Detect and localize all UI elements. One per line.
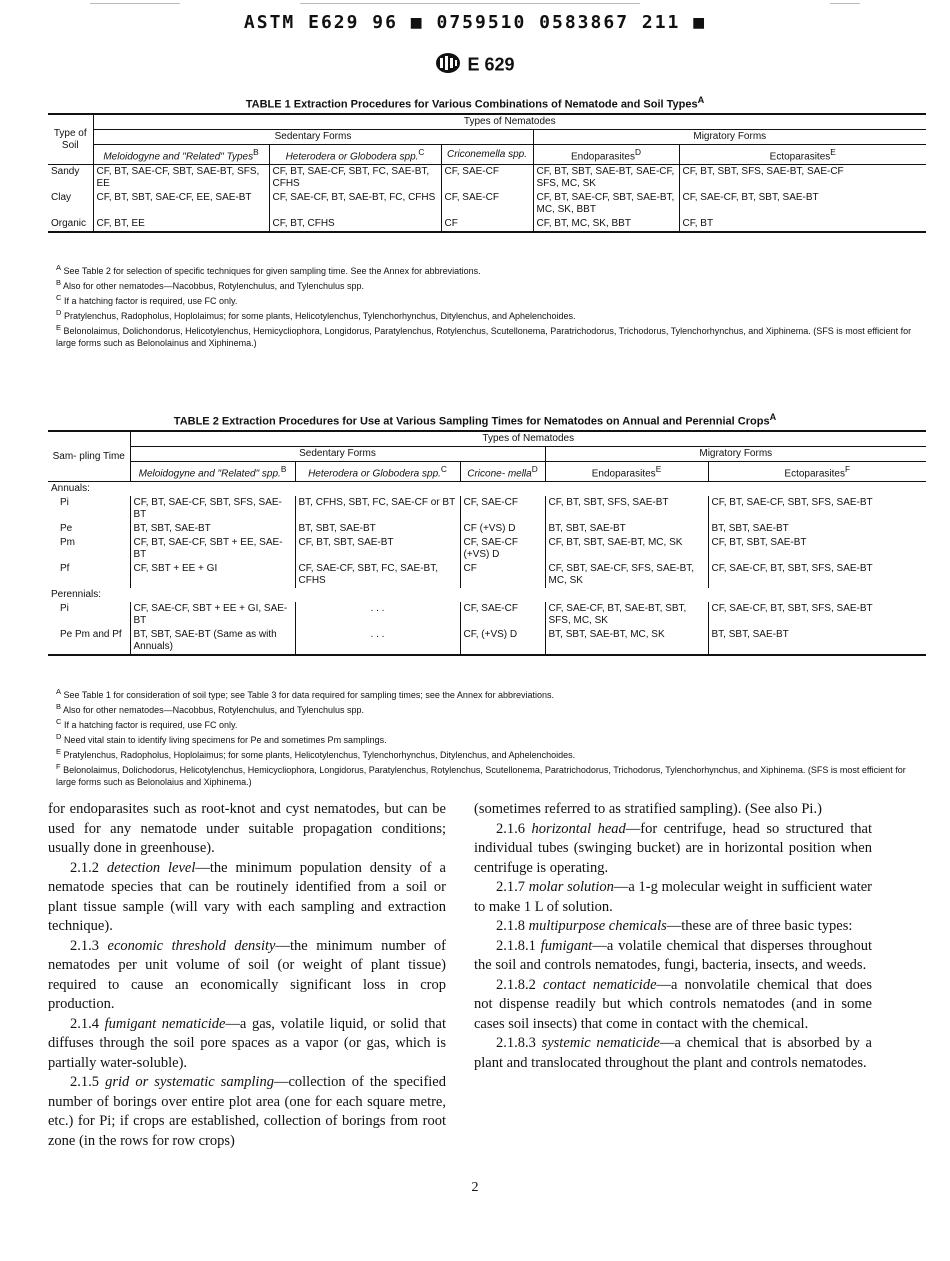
cell: CF, SAE-CF, SBT + EE + GI, SAE-BT (130, 602, 295, 628)
paragraph (48, 800, 446, 859)
para-text: —a chemical that is absorbed by a plant and translocated throughout the plant and controls nematodes. (474, 1035, 872, 1071)
table2-col-ecto (708, 462, 926, 482)
cell: CF, SAE-CF (460, 496, 545, 522)
para-num: 2.1.8 (496, 918, 525, 934)
para-term: multipurpose chemicals (528, 918, 667, 934)
cell: Pf (60, 563, 70, 575)
cell: CF, SBT, SAE-CF, SFS, SAE-BT, MC, SK (545, 562, 708, 588)
footnote (48, 277, 926, 292)
annuals-label: Annuals: (51, 483, 90, 495)
table2-sedentary: Sedentary Forms (130, 447, 545, 462)
table2-types-label: Types of Nematodes (130, 431, 926, 447)
cell: CF, BT, SBT, SAE-BT, SAE-CF, SFS, MC, SK (533, 165, 679, 192)
fn-mark: C (56, 717, 62, 726)
para-term: horizontal head (531, 820, 626, 837)
footnote (48, 322, 926, 349)
cell: Sandy (51, 166, 80, 178)
footnote-text: Pratylenchus, Radopholus, Hoplolaimus; for some plants, Helicotylenchus, Tylenchorhynchus, Ditylenchus, and Aphelenchoides. (63, 311, 576, 321)
cell: BT, SBT, SAE-BT (295, 522, 460, 536)
table1-col-crico (441, 145, 533, 165)
footnote-text: Pratylenchus, Radopholus, Hoplolaimus; for some plants, Helicotylenchus, Tylenchorhynchus, Ditylenchus, and Aphelenchoides. (63, 750, 576, 760)
footnote (48, 307, 926, 322)
footnote-text: If a hatching factor is required, use FC only. (63, 720, 238, 730)
table1-caption-sup: A (697, 95, 705, 105)
table1-col-melo-text: Meloidogyne and "Related" Types (103, 151, 254, 163)
cell: CF, SAE-CF, BT, SBT, SFS, SAE-BT (708, 562, 926, 588)
footnote (48, 716, 926, 731)
cell: Pe Pm and Pf (60, 629, 122, 641)
cell: CF, SAE-CF (441, 165, 533, 192)
cell: CF, SAE-CF, BT, SAE-BT, FC, CFHS (269, 191, 441, 217)
cell: CF, BT, MC, SK, BBT (533, 217, 679, 232)
cell: CF, BT, EE (93, 217, 269, 232)
para-text: —a gas, volatile liquid, or solid that diffuses through the soil pore spaces as a vapor (or gas, which is partially water-soluble). (48, 1015, 447, 1071)
table2-col-endo-text: Endoparasites (591, 468, 656, 480)
page-number: 2 (471, 1180, 479, 1195)
cell: CF, BT, SAE-CF, SBT + EE, SAE-BT (130, 536, 295, 562)
para-text: (sometimes referred to as stratified sampling). (See also Pi.) (474, 801, 822, 817)
para-text: —a 1-g molecular weight in sufficient water to make 1 L of solution. (474, 879, 873, 915)
para-num: 2.1.2 (70, 859, 99, 876)
cell: Pi (60, 603, 69, 615)
table2-caption-text: TABLE 2 Extraction Procedures for Use at Various Sampling Times for Nematodes on Annual and Perennial Crops (173, 415, 770, 428)
table1-sedentary: Sedentary Forms (93, 130, 533, 145)
body-left-column (48, 800, 446, 1151)
paragraph (474, 820, 872, 879)
table1-caption-text: TABLE 1 Extraction Procedures for Various Combinations of Nematode and Soil Types (245, 98, 698, 111)
cell: CF, SAE-CF, BT, SAE-BT, SBT, SFS, MC, SK (545, 602, 708, 628)
paragraph (48, 1015, 446, 1074)
table2-col-crico-text: Cricone- mella (467, 468, 532, 480)
table-row (48, 602, 926, 628)
cell: CF, SAE-CF (460, 602, 545, 628)
footnote-text: Need vital stain to identify living specimens for Pe and sometimes Pm samplings. (63, 735, 387, 745)
fn-mark: A (56, 687, 62, 696)
table-row (48, 562, 926, 588)
cell: CF, SAE-CF, SBT, FC, SAE-BT, CFHS (295, 562, 460, 588)
cell: . . . (295, 628, 460, 655)
cell: BT, SBT, SAE-BT (708, 522, 926, 536)
table1-col-ecto-text: Ectoparasites (769, 151, 831, 163)
table2 (48, 430, 926, 656)
para-term: systemic nematicide (541, 1035, 660, 1051)
table1-footnotes (48, 262, 926, 349)
cell: CF, SAE-CF (441, 191, 533, 217)
cell: CF, SBT + EE + GI (130, 562, 295, 588)
para-text: —the minimum population density of a nematode species that can be routinely identified from a soil or plant tissue sample (will vary with each sampling and extraction technique). (48, 859, 446, 934)
cell: BT, CFHS, SBT, FC, SAE-CF or BT (295, 496, 460, 522)
table-row (48, 496, 926, 522)
fn-mark: A (56, 263, 62, 272)
fn-mark: E (56, 747, 62, 756)
top-rule (300, 3, 640, 4)
cell: CF (460, 562, 545, 588)
table-row (48, 522, 926, 536)
designation (0, 52, 950, 79)
table2-migratory: Migratory Forms (545, 447, 926, 462)
para-text: —a volatile chemical that disperses throughout the soil and controls nematodes, fungi, bacteria, insects, and weeds. (474, 937, 873, 973)
cell: BT, SBT, SAE-BT (708, 628, 926, 655)
para-num: 2.1.5 (70, 1074, 99, 1090)
table-row (48, 165, 926, 192)
footnote-text: Also for other nematodes—Nacobbus, Rotylenchulus, and Tylenchulus spp. (63, 705, 365, 715)
table1 (48, 113, 926, 233)
para-num: 2.1.4 (70, 1015, 99, 1032)
cell: CF, BT, SAE-CF, SBT, FC, SAE-BT, CFHS (269, 165, 441, 192)
table1-migratory: Migratory Forms (533, 130, 926, 145)
cell: Pe (60, 523, 73, 535)
cell: CF, BT, SBT, SAE-CF, EE, SAE-BT (93, 191, 269, 217)
para-text: —for centrifuge, head so structured that individual tubes (swinging bucket) are in horizontal position when centrifuge is operating. (474, 820, 872, 876)
body-right-column (474, 800, 872, 1073)
paragraph (474, 1034, 872, 1073)
footnote (48, 686, 926, 701)
paragraph (474, 976, 872, 1035)
cell: CF, SAE-CF (+VS) D (460, 536, 545, 562)
footnote (48, 731, 926, 746)
footnote-text: Also for other nematodes—Nacobbus, Rotylenchulus, and Tylenchulus spp. (63, 281, 365, 291)
paragraph (474, 800, 872, 820)
cell: BT, SBT, SAE-BT (Same as with Annuals) (130, 628, 295, 655)
fn-mark: E (56, 323, 62, 332)
footnote-text: Belonolaimus, Dolichondorus, Helicotylenchus, Hemicycliophora, Longidorus, Paratylenchus, Rotylenchus, Scutellonema, Paratrichodorus, Trichodorus, Tylenchorhynchus, and Xiphinema. (SFS is most efficient for large forms such as Belonolainus and Xiphinema.) (56, 326, 912, 348)
fn-mark: B (56, 702, 62, 711)
fn-mark: F (845, 464, 851, 474)
cell: CF, SAE-CF, BT, SBT, SFS, SAE-BT (708, 602, 926, 628)
footnote (48, 292, 926, 307)
cell: CF, BT, SBT, SAE-BT, MC, SK (545, 536, 708, 562)
table-row (48, 536, 926, 562)
table1-col-ecto (679, 145, 926, 165)
fn-mark: C (418, 147, 425, 157)
fn-mark: D (56, 308, 62, 317)
cell: CF, BT, SAE-CF, SBT, SAE-BT, SFS, EE (93, 165, 269, 192)
table1-col-endo (533, 145, 679, 165)
footnote-text: See Table 2 for selection of specific techniques for given sampling time. See the Annex for abbreviations. (63, 266, 481, 276)
paragraph (474, 878, 872, 917)
para-term: grid or systematic sampling (105, 1074, 274, 1090)
table-row (48, 191, 926, 217)
cell: CF, BT (679, 217, 926, 232)
cell: . . . (295, 602, 460, 628)
fn-mark: D (56, 732, 62, 741)
table-row (48, 628, 926, 655)
table-row (48, 217, 926, 232)
top-rule (830, 3, 860, 4)
table2-caption (0, 412, 950, 428)
paragraph (48, 1073, 446, 1151)
cell: CF, (+VS) D (460, 628, 545, 655)
para-num: 2.1.3 (70, 937, 99, 954)
cell: BT, SBT, SAE-BT (130, 522, 295, 536)
footnote (48, 746, 926, 761)
table2-caption-sup: A (769, 412, 777, 422)
fn-mark: B (280, 464, 287, 474)
paragraph (474, 917, 872, 937)
table1-type-soil: Type of Soil (48, 114, 93, 165)
para-term: economic threshold density (107, 937, 276, 954)
table2-col-melo (130, 462, 295, 482)
footnote-text: If a hatching factor is required, use FC only. (63, 296, 238, 306)
cell: CF, BT, SBT, SFS, SAE-BT, SAE-CF (679, 165, 926, 192)
para-text: —these are of three basic types: (666, 918, 853, 934)
para-term: fumigant nematicide (104, 1015, 226, 1032)
group-row (48, 482, 926, 497)
cell: CF, BT, SAE-CF, SBT, SFS, SAE-BT (708, 496, 926, 522)
designation-text: E 629 (467, 54, 515, 75)
cell: CF, BT, SAE-CF, SBT, SAE-BT, MC, SK, BBT (533, 191, 679, 217)
para-term: detection level (106, 859, 196, 876)
perennials-label: Perennials: (51, 589, 102, 601)
fn-mark: C (440, 464, 447, 474)
para-text: —collection of the specified number of borings over entire plot area (one for each square metre, etc.) for Pi; if crops are established, collection of borings from root zone (in the rows for row crops) (48, 1074, 446, 1149)
cell: Pi (60, 497, 69, 509)
paragraph (48, 937, 446, 1015)
cell: CF (+VS) D (460, 522, 545, 536)
table1-col-hetero-text: Heterodera or Globodera spp. (285, 151, 419, 163)
table2-footnotes (48, 686, 926, 788)
group-row (48, 588, 926, 602)
fn-mark: F (56, 762, 61, 771)
fn-mark: D (531, 464, 538, 474)
fn-mark: B (56, 278, 62, 287)
table2-col-ecto-text: Ectoparasites (784, 468, 845, 480)
table1-types-label: Types of Nematodes (93, 114, 926, 130)
fn-mark: B (253, 147, 259, 157)
para-text: for endoparasites such as root-knot and cyst nematodes, but can be used for any nematode under suitable propagation conditions; usually done in greenhouse). (48, 801, 446, 856)
para-num: 2.1.8.2 (496, 976, 536, 993)
table2-sampling: Sam- pling Time (48, 431, 130, 482)
cell: CF, BT, CFHS (269, 217, 441, 232)
table2-col-crico (460, 462, 545, 482)
fn-mark: E (830, 147, 836, 157)
paragraph (48, 859, 446, 937)
cell: CF, BT, SBT, SFS, SAE-BT (545, 496, 708, 522)
table1-col-crico-text: Criconemella spp. (446, 148, 528, 160)
cell: CF, SAE-CF, BT, SBT, SAE-BT (679, 191, 926, 217)
para-text: —a nonvolatile chemical that does not dispense readily but which controls nematodes (and in some cases soil insects) that come in contact with the chemical. (474, 976, 873, 1032)
cell: CF, BT, SAE-CF, SBT, SFS, SAE-BT (130, 496, 295, 522)
para-num: 2.1.8.1 (496, 937, 536, 954)
table2-col-hetero-text: Heterodera or Globodera spp. (308, 468, 441, 480)
footnote (48, 262, 926, 277)
cell: CF (441, 217, 533, 232)
table2-col-endo (545, 462, 708, 482)
cell: Organic (51, 218, 87, 230)
table1-col-melo (93, 145, 269, 165)
table1-caption (0, 95, 950, 111)
paragraph (474, 937, 872, 976)
cell: Clay (51, 192, 72, 204)
table2-col-hetero (295, 462, 460, 482)
footnote (48, 761, 926, 788)
para-num: 2.1.6 (496, 820, 525, 837)
table1-col-endo-text: Endoparasites (571, 151, 635, 163)
table2-col-melo-text: Meloidogyne and "Related" spp. (138, 468, 281, 480)
astm-logo-icon (435, 52, 461, 79)
para-term: molar solution (528, 879, 614, 895)
para-term: contact nematicide (543, 976, 657, 993)
footnote (48, 701, 926, 716)
fn-mark: E (655, 464, 662, 474)
scan-header: ASTM E629 96 ■ 0759510 0583867 211 ■ (243, 12, 707, 33)
cell: BT, SBT, SAE-BT, MC, SK (545, 628, 708, 655)
footnote-text: See Table 1 for consideration of soil type; see Table 3 for data required for sampling times; see the Annex for abbreviations. (63, 690, 554, 700)
para-text: —the minimum number of nematodes per unit volume of soil (or weight of plant tissue) required to cause an economically significant loss in crop production. (48, 937, 447, 1012)
top-rule (90, 3, 180, 4)
cell: CF, BT, SBT, SAE-BT (295, 536, 460, 562)
para-term: fumigant (540, 937, 593, 954)
footnote-text: Belonolaimus, Dolichodorus, Helicotylenchus, Hemicycliophora, Longidorus, Paratylenchus, Rotylenchus, Scutellonema, Paratrichodorus, Trichodorus, Tylenchorhynchus, and Xiphinema. (SFS is most efficient for large forms such as Belonolaius and Xiphinema.) (56, 765, 906, 787)
cell: Pm (60, 537, 75, 549)
fn-mark: C (56, 293, 62, 302)
table1-col-hetero (269, 145, 441, 165)
cell: BT, SBT, SAE-BT (545, 522, 708, 536)
para-num: 2.1.7 (496, 879, 525, 895)
cell: CF, BT, SBT, SAE-BT (708, 536, 926, 562)
fn-mark: D (634, 147, 641, 157)
para-num: 2.1.8.3 (496, 1035, 536, 1051)
